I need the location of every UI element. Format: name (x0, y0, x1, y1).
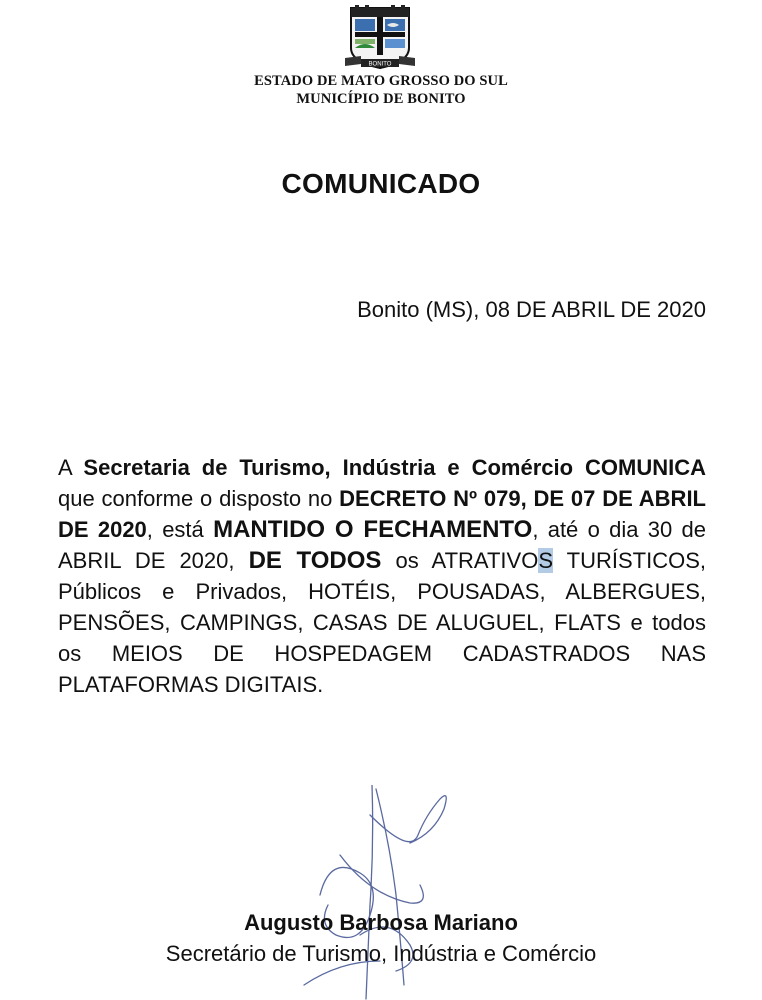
body-bold-closure: MANTIDO O FECHAMENTO (213, 516, 533, 543)
body-segment: que conforme o disposto no (58, 486, 340, 511)
state-name: ESTADO DE MATO GROSSO DO SUL (254, 73, 508, 89)
body-segment: , está (146, 517, 214, 542)
body-segment: TURÍSTICOS, Públicos e Privados, HOTÉIS, POUSADAS, ALBERGUES, PENSÕES, CAMPINGS, CASAS DE ALUGUEL, FLATS e todos os MEIOS DE HOSPEDAGEM CADASTRADOS NAS PLATAFORMAS DIGITAIS. (58, 548, 706, 697)
date-line: Bonito (MS), 08 DE ABRIL DE 2020 (357, 297, 706, 322)
body-segment: A (58, 455, 84, 480)
body-segment: , até o dia 30 de ABRIL DE 2020, (58, 517, 706, 573)
signatory-role: Secretário de Turismo, Indústria e Comércio (165, 941, 597, 966)
body-bold-secretariat: Secretaria de Turismo, Indústria e Comércio COMUNICA (83, 455, 706, 480)
document-title: COMUNICADO (281, 168, 481, 199)
municipal-coat-of-arms (343, 4, 417, 74)
handwritten-signature (300, 785, 460, 1000)
emblem-ribbon-text: BONITO (368, 61, 392, 68)
municipality-name: MUNICÍPIO DE BONITO (296, 91, 466, 107)
body-bold-all: DE TODOS (248, 547, 382, 574)
signatory-name: Augusto Barbosa Mariano (244, 910, 518, 935)
text-selection-highlight: S (538, 548, 553, 573)
body-segment: os ATRATIVO (381, 548, 539, 573)
body-bold-decree: DECRETO Nº 079, DE 07 DE ABRIL DE 2020 (58, 486, 706, 542)
announcement-body (58, 452, 706, 700)
